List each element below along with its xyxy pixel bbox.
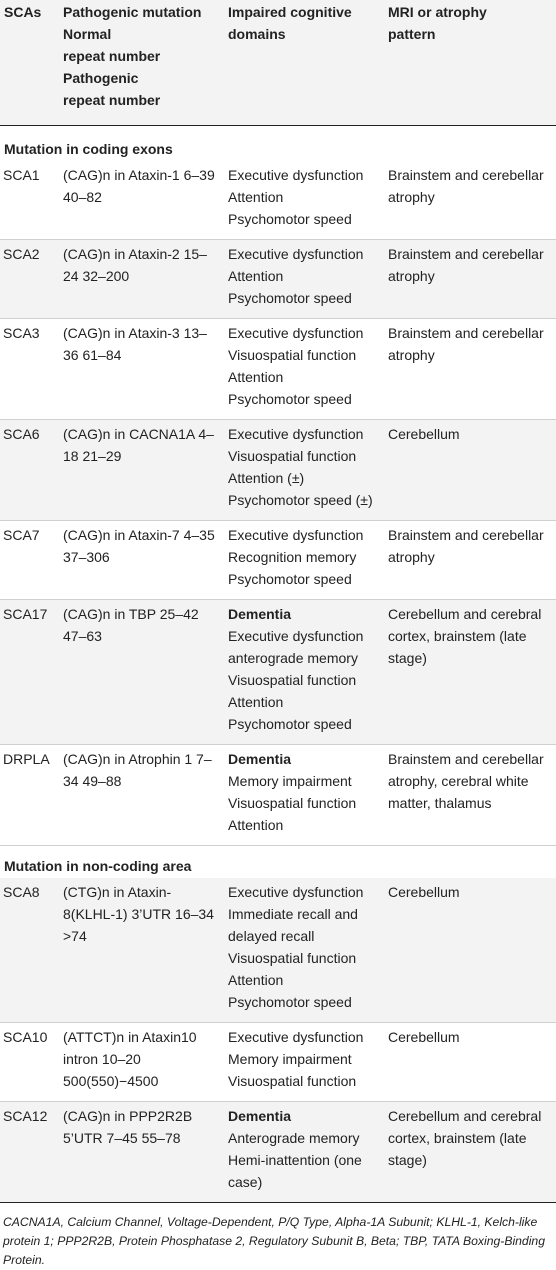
cell-sca: SCA8 xyxy=(0,878,59,1023)
cell-mutation: (CAG)n in CACNA1A 4–18 21–29 xyxy=(59,420,224,521)
cell-cognitive-domains xyxy=(224,319,384,420)
header-scas xyxy=(0,0,59,126)
domain-item-dementia: Dementia xyxy=(228,1108,292,1124)
header-impaired-domains xyxy=(224,0,384,126)
domain-item: Attention xyxy=(228,972,284,988)
table-footnote: CACNA1A, Calcium Channel, Voltage-Dependent, P/Q Type, Alpha-1A Subunit; KLHL-1, Kelch-like protein 1; PPP2R2B, Protein Phosphatase 2, Regulatory Subunit B, Beta; TBP, TATA Boxing-Binding Protein. xyxy=(3,1215,545,1267)
header-col2-line: repeat number xyxy=(63,48,161,64)
header-mri-pattern xyxy=(384,0,556,126)
domain-item: Executive dysfunction xyxy=(228,628,364,644)
cell-cognitive-domains xyxy=(224,1023,384,1102)
table-row xyxy=(0,600,556,745)
header-col2-line: Pathogenic mutation xyxy=(63,4,202,20)
cell-mutation: (CAG)n in Ataxin-2 15–24 32–200 xyxy=(59,240,224,319)
cell-sca: SCA3 xyxy=(0,319,59,420)
domain-item: Memory impairment xyxy=(228,773,352,789)
table-body xyxy=(0,126,556,1203)
cell-mutation: (ATTCT)n in Ataxin10 intron 10–20 500(550)−4500 xyxy=(59,1023,224,1102)
domain-item: Psychomotor speed xyxy=(228,211,352,227)
domain-item: Visuospatial function xyxy=(228,795,357,811)
cell-sca: SCA17 xyxy=(0,600,59,745)
domain-item: Visuospatial function xyxy=(228,950,357,966)
domain-item: Recognition memory xyxy=(228,549,357,565)
cell-sca: SCA1 xyxy=(0,161,59,240)
domain-item: Attention xyxy=(228,268,284,284)
header-col3-line: Impaired cognitive xyxy=(228,4,352,20)
cell-cognitive-domains xyxy=(224,240,384,319)
domain-item: Psychomotor speed xyxy=(228,994,352,1010)
cell-cognitive-domains xyxy=(224,420,384,521)
domain-item: Attention xyxy=(228,369,284,385)
header-pathogenic-mutation xyxy=(59,0,224,126)
cell-cognitive-domains xyxy=(224,521,384,600)
section-title: Mutation in coding exons xyxy=(4,141,173,157)
table-row xyxy=(0,240,556,319)
cell-mri-pattern: Brainstem and cerebellar atrophy, cerebral white matter, thalamus xyxy=(384,745,556,846)
domain-item: Executive dysfunction xyxy=(228,426,364,442)
cell-mutation: (CAG)n in PPP2R2B 5’UTR 7–45 55–78 xyxy=(59,1102,224,1203)
cell-cognitive-domains xyxy=(224,1102,384,1203)
cell-mutation: (CTG)n in Ataxin-8(KLHL-1) 3’UTR 16–34 >74 xyxy=(59,878,224,1023)
cell-mutation: (CAG)n in Ataxin-1 6–39 40–82 xyxy=(59,161,224,240)
domain-item: Executive dysfunction xyxy=(228,325,364,341)
header-scas-label: SCAs xyxy=(4,4,42,20)
section-header-row xyxy=(0,846,556,879)
header-col4-line: pattern xyxy=(388,26,436,42)
domain-item-dementia: Dementia xyxy=(228,606,292,622)
cell-mutation: (CAG)n in Atrophin 1 7–34 49–88 xyxy=(59,745,224,846)
table-row xyxy=(0,1102,556,1203)
domain-item: Executive dysfunction xyxy=(228,1029,364,1045)
domain-item: Psychomotor speed xyxy=(228,391,352,407)
domain-item: Executive dysfunction xyxy=(228,884,364,900)
section-title: Mutation in non-coding area xyxy=(4,858,192,874)
header-col2-line: Normal xyxy=(63,26,112,42)
cell-sca: SCA10 xyxy=(0,1023,59,1102)
cell-sca: SCA7 xyxy=(0,521,59,600)
cell-mutation: (CAG)n in Ataxin-7 4–35 37–306 xyxy=(59,521,224,600)
domain-item: Anterograde memory xyxy=(228,1130,360,1146)
domain-item: Visuospatial function xyxy=(228,347,357,363)
domain-item-dementia: Dementia xyxy=(228,751,292,767)
domain-item: anterograde memory xyxy=(228,650,358,666)
cell-cognitive-domains xyxy=(224,161,384,240)
domain-item: Visuospatial function xyxy=(228,1073,357,1089)
domain-item: Visuospatial function xyxy=(228,448,357,464)
table-row xyxy=(0,745,556,846)
cell-sca: DRPLA xyxy=(0,745,59,846)
cell-mri-pattern: Cerebellum and cerebral cortex, brainstem (late stage) xyxy=(384,600,556,745)
domain-item: Psychomotor speed (±) xyxy=(228,492,373,508)
cell-mri-pattern: Cerebellum xyxy=(384,878,556,1023)
header-col3-line: domains xyxy=(228,26,286,42)
domain-item: Attention (±) xyxy=(228,470,305,486)
cell-sca: SCA2 xyxy=(0,240,59,319)
header-col4-line: MRI or atrophy xyxy=(388,4,487,20)
section-header-row xyxy=(0,126,556,162)
cell-cognitive-domains xyxy=(224,600,384,745)
cell-mri-pattern: Cerebellum xyxy=(384,1023,556,1102)
domain-item: Psychomotor speed xyxy=(228,716,352,732)
domain-item: Psychomotor speed xyxy=(228,571,352,587)
table-row xyxy=(0,420,556,521)
cell-mutation: (CAG)n in TBP 25–42 47–63 xyxy=(59,600,224,745)
header-col2-line: repeat number xyxy=(63,92,161,108)
domain-item: Visuospatial function xyxy=(228,672,357,688)
header-col2-line: Pathogenic xyxy=(63,70,139,86)
table-row xyxy=(0,1023,556,1102)
table-header xyxy=(0,0,556,126)
domain-item: Attention xyxy=(228,189,284,205)
cell-cognitive-domains xyxy=(224,878,384,1023)
table-row xyxy=(0,319,556,420)
cell-mri-pattern: Brainstem and cerebellar atrophy xyxy=(384,161,556,240)
cell-sca: SCA12 xyxy=(0,1102,59,1203)
cell-mri-pattern: Cerebellum xyxy=(384,420,556,521)
domain-item: Immediate recall and delayed recall xyxy=(228,906,358,944)
domain-item: Attention xyxy=(228,817,284,833)
cell-mri-pattern: Cerebellum and cerebral cortex, brainstem (late stage) xyxy=(384,1102,556,1203)
cell-mri-pattern: Brainstem and cerebellar atrophy xyxy=(384,319,556,420)
cell-mri-pattern: Brainstem and cerebellar atrophy xyxy=(384,240,556,319)
cell-mutation: (CAG)n in Ataxin-3 13–36 61–84 xyxy=(59,319,224,420)
table-row xyxy=(0,161,556,240)
domain-item: Attention xyxy=(228,694,284,710)
table-row xyxy=(0,521,556,600)
table-row xyxy=(0,878,556,1023)
cell-sca: SCA6 xyxy=(0,420,59,521)
domain-item: Hemi-inattention (one case) xyxy=(228,1152,362,1190)
domain-item: Executive dysfunction xyxy=(228,246,364,262)
domain-item: Memory impairment xyxy=(228,1051,352,1067)
domain-item: Executive dysfunction xyxy=(228,167,364,183)
cell-mri-pattern: Brainstem and cerebellar atrophy xyxy=(384,521,556,600)
domain-item: Executive dysfunction xyxy=(228,527,364,543)
domain-item: Psychomotor speed xyxy=(228,290,352,306)
cell-cognitive-domains xyxy=(224,745,384,846)
